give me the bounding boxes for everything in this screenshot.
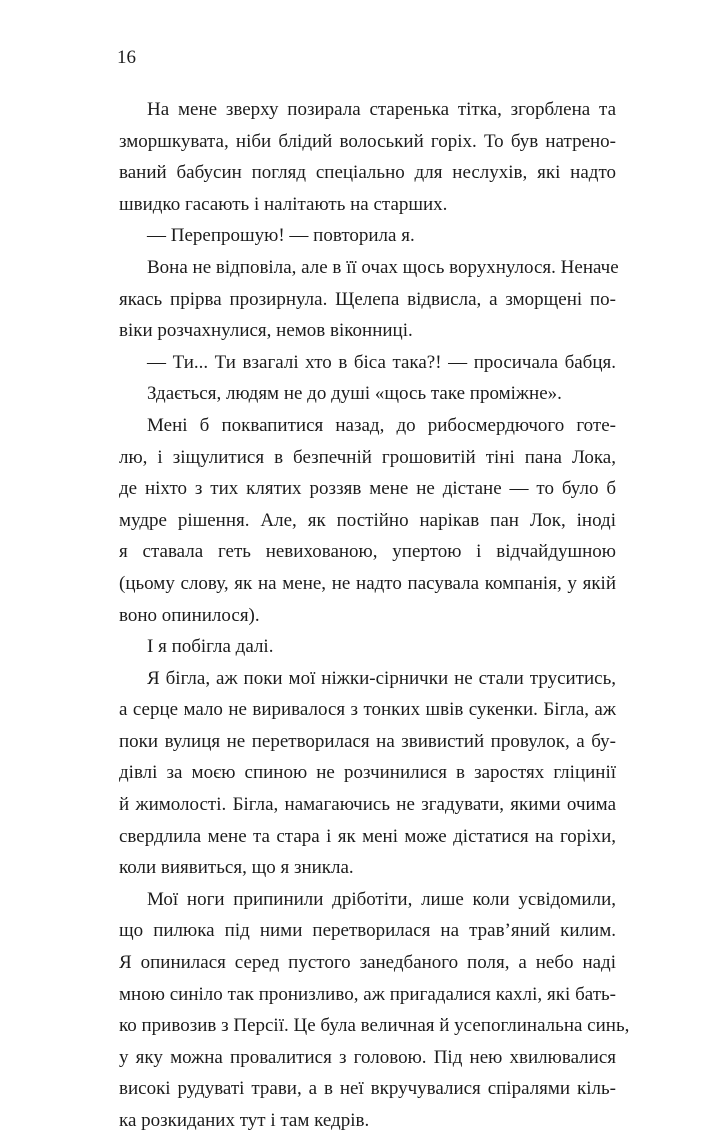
text-line: ка розкиданих тут і там кедрів.: [119, 1110, 370, 1131]
text-line: швидко гасають і налітають на старших.: [119, 193, 448, 215]
text-line: поки вулиця не перетворилася на звивистий провулок, а бу-: [119, 730, 616, 752]
text-line: (цьому слову, як на мене, не надто пасувала компанія, у якій: [119, 572, 616, 594]
text-line: — Перепрошую! — повторила я.: [147, 225, 415, 247]
text-line: воно опинилося).: [119, 604, 260, 626]
text-line: а серце мало не виривалося з тонких швів сукенки. Бігла, аж: [119, 699, 616, 721]
text-line: мудре рішення. Але, як постійно нарікав пан Лок, іноді: [119, 509, 616, 531]
text-line: — Ти... Ти взагалі хто в біса така?! — просичала бабця.: [147, 351, 616, 373]
text-line: лю, і зіщулитися в безпечній грошовитій тіні пана Лока,: [119, 446, 616, 468]
text-line: віки розчахнулися, немов віконниці.: [119, 320, 413, 342]
text-line: у яку можна провалитися з головою. Під нею хвилювалися: [119, 1046, 616, 1068]
page-number: 16: [117, 47, 136, 68]
text-line: що пилюка під ними перетворилася на трав’яний килим.: [119, 920, 616, 942]
text-line: якась прірва прозирнула. Щелепа відвисла, а зморщені по-: [119, 288, 616, 310]
body-text: [119, 94, 630, 1137]
text-line: Мені б поквапитися назад, до рибосмердючого готе-: [147, 414, 616, 436]
text-line: І я побігла далі.: [147, 636, 274, 658]
text-line: зморшкувата, ніби блідий волоський горіх. То був натрено-: [119, 130, 616, 152]
text-line: свердлила мене та стара і як мені може дістатися на горіхи,: [119, 825, 616, 847]
text-line: На мене зверху позирала старенька тітка, згорблена та: [147, 99, 616, 120]
text-line: ваний бабусин погляд спеціально для неслухів, які надто: [119, 162, 616, 184]
text-line: Я опинилася серед пустого занедбаного поля, а небо наді: [119, 952, 616, 974]
text-line: Вона не відповіла, але в її очах щось ворухнулося. Неначе: [147, 256, 619, 278]
text-line: коли виявиться, що я зникла.: [119, 857, 354, 879]
text-line: де ніхто з тих клятих роззяв мене не дістане — то було б: [119, 478, 616, 500]
text-line: Я бігла, аж поки мої ніжки-сірнички не стали труситись,: [147, 667, 616, 689]
text-line: я ставала геть невихованою, упертою і відчайдушною: [119, 541, 616, 563]
text-line: й жимолості. Бігла, намагаючись не згадувати, якими очима: [119, 794, 616, 816]
text-line: дівлі за моєю спиною не розчинилися в заростях гліцинії: [119, 762, 616, 784]
text-line: Здається, людям не до душі «щось таке проміжне».: [147, 383, 562, 405]
text-line: Мої ноги припинили дріботіти, лише коли усвідомили,: [147, 888, 616, 910]
text-line: мною синіло так пронизливо, аж пригадалися кахлі, які бать-: [119, 983, 616, 1005]
text-line: високі рудуваті трави, а в неї вкручувалися спіралями кіль-: [119, 1078, 616, 1100]
text-line: ко привозив з Персії. Це була величная й усепоглинальна синь,: [119, 1015, 630, 1037]
